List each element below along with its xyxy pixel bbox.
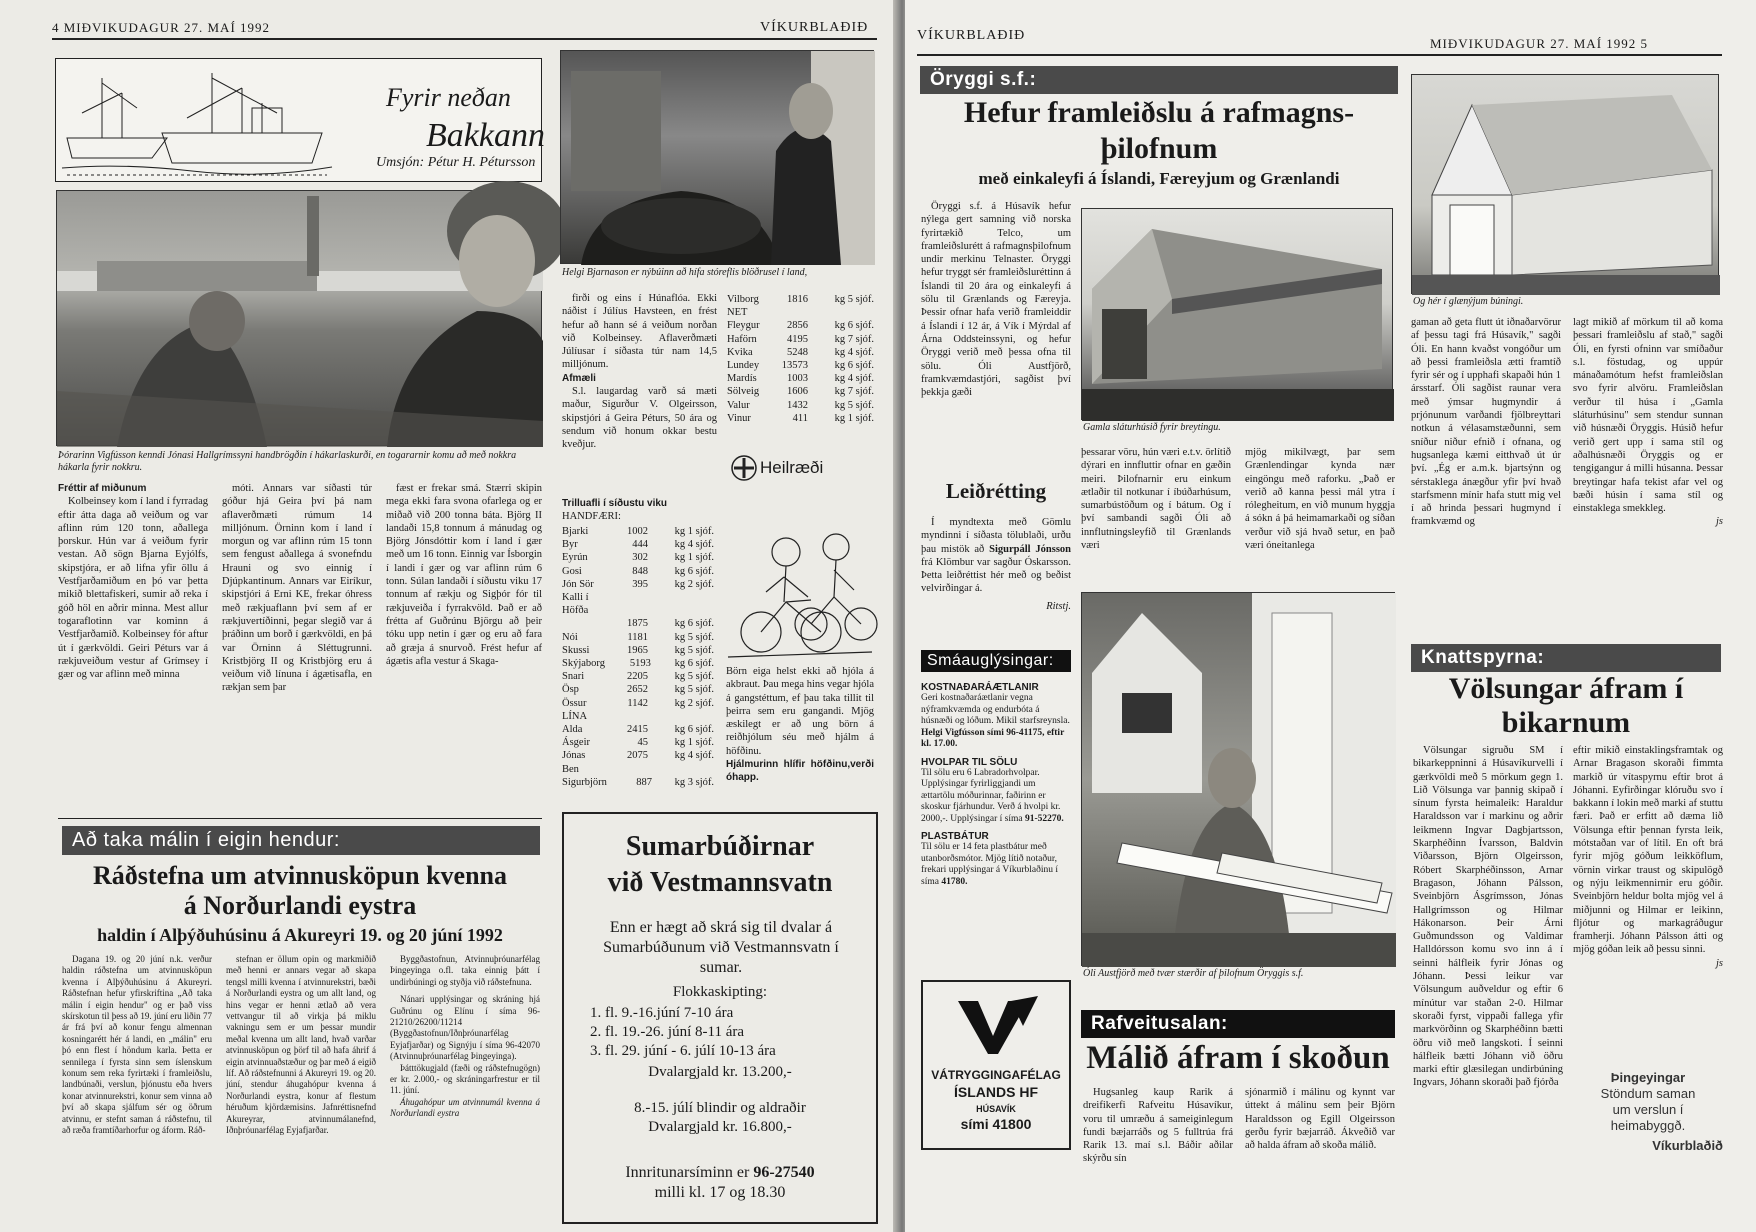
fish-news-col3 — [386, 482, 542, 812]
catch-row — [727, 412, 874, 425]
catch-row — [727, 346, 874, 359]
catch-unit: kg 6 sjóf. — [674, 724, 714, 736]
knattspyrna-headline-1: Völsungar áfram í — [1448, 672, 1684, 705]
conference-col3 — [390, 954, 540, 1224]
afmaeli-text: S.l. laugardag varð sá mæti maður, Sigurður V. Olgeirsson, skipstjóri á Geira Péturs, 50 ára og sendum við honum okkar bestu kveðjur. — [562, 386, 717, 451]
fish-news-col2-text: móti. Annars var síðasti túr góður hjá Geira því þá nam aflaverðmæti rúmum 14 milljónum. Örninn kom í land í morgun og var aflinn rúm 15 tonn sem fengust aðallega á svonefndu Hrauni og svo einnig í Djúpkantinum. Annars var Eiríkur, skipstjóri á Erni KE, frekar óhress með rækjuaflann því sem af er rækjuvertíðinni, þegar slegið var á þráðinn um borð í gærkvöldi, en þá var Örninn á Sléttugrunni. Kristbjörg II og Kristbjörg eru á veiðum við línuna í ágætisafla, en rækjan sem þar — [222, 483, 372, 694]
old-slaughterhouse-caption: Gamla sláturhúsið fyrir breytingu. — [1083, 422, 1221, 433]
catch-unit: kg 4 sjóf. — [834, 346, 874, 358]
catch-unit: kg 5 sjóf. — [834, 399, 874, 411]
fish-news-col1 — [58, 482, 208, 812]
catch-kg: 4195 — [787, 333, 808, 345]
column-title-line2: Bakkann — [426, 117, 545, 154]
catch-unit — [648, 591, 714, 617]
summer-intro: Enn er hægt að skrá sig til dvalar á Sumarbúðunum við Vestmannsvatn í sumar. — [603, 919, 839, 976]
summer-title-1: Sumarbúðirnar — [625, 831, 815, 862]
photo-new-building — [1411, 74, 1719, 294]
boat-name: Snari — [562, 671, 585, 683]
catch-unit — [808, 306, 874, 319]
summer-group-number: 2. fl. — [590, 1024, 622, 1040]
net-catch-table — [727, 293, 874, 425]
boat-name: Ásgeir — [562, 737, 590, 749]
catch-unit: kg 7 sjóf. — [834, 386, 874, 398]
catch-row — [562, 683, 714, 696]
catch-row — [562, 578, 714, 591]
catch-unit — [648, 710, 714, 723]
left-running-head-date: 4 MIÐVIKUDAGUR 27. MAÍ 1992 — [52, 20, 271, 35]
catch-kg: 1181 — [627, 631, 648, 643]
catch-unit: kg 1 sjóf. — [674, 552, 714, 564]
conference-col3c: Þátttökugjald (fæði og ráðstefnugögn) er kr. 2.000,- og skráningarfrestur er til 11. júní. — [390, 1062, 540, 1096]
catch-row — [727, 293, 874, 306]
catch-kg: 302 — [632, 552, 648, 564]
classified-ad-text: Geri kostnaðaráætlanir vegna nýframkvæmda og endurbóta á húsnæði og lóðum. Mikil starfsreynsla. Helgi Vigfússon sími 96-41175, eftir kl. 17.00. — [921, 693, 1070, 749]
catch-row — [562, 644, 714, 657]
boat-name: Kvika — [727, 346, 753, 358]
catch-row — [727, 333, 874, 346]
vis-city: HÚSAVÍK — [976, 1104, 1016, 1114]
photo-seal-caption: Helgi Bjarnason er nýbúinn að hífa stóreflis blöðrusel í land, — [562, 267, 808, 278]
catch-row — [727, 306, 874, 319]
boat-name: Eyrún — [562, 552, 588, 564]
catch-kg: 2075 — [627, 750, 648, 762]
heilraedi-text: Börn eiga helst ekki að hjóla á akbraut. Þau mega hins vegar hjóla á gangstéttum, ef þau taka tillit til þeirra sem eru gangandi. Mjög æskilegt er að ung börn á reiðhjólum séu með hjálm á höfðinu. — [726, 666, 874, 757]
classified-ad-contact: 91-52270. — [1024, 813, 1064, 824]
conference-headline-2: á Norðurlandi eystra — [183, 891, 417, 920]
rafveitu-col2 — [1245, 1086, 1395, 1206]
summer-group-number: 1. fl. — [590, 1005, 622, 1021]
catch-row — [562, 551, 714, 564]
boat-name: Sölveig — [727, 386, 760, 398]
summer-phone-line — [564, 1164, 876, 1182]
catch-unit: kg 6 sjóf. — [674, 618, 714, 630]
oryggi-text-2: þessarar vöru, hún væri e.t.v. örlítið dýrari en innfluttir ofnar en gæðin meiri. Þilofnarnir eru einkum ætlaðir til notkunar í íbúðarhúsum, sumarbústöðum og í bátum. Og í því sambandi sagði Óli að innflutningsleyfið til Grænlands væri — [1081, 447, 1231, 552]
boat-name: Össur — [562, 697, 587, 709]
handfaeri-label: HANDFÆRI: — [562, 511, 621, 522]
trilluafli-heading: Trilluafli í síðustu viku — [562, 498, 668, 509]
leidretting-title: Leiðrétting — [945, 479, 1047, 503]
fish-news-heading: Fréttir af miðunum — [58, 483, 147, 494]
rafveitu-text-2: sjónarmið í málinu og kynnt var úttekt á málinu sem þeir Björn Haraldsson og Egill Olgeirsson gerðu fyrir bæjarráð. Ákveðið var að halda áfram að skoða málið. — [1245, 1087, 1395, 1152]
catch-unit: kg 3 sjóf. — [674, 776, 714, 788]
summer-rows — [590, 1004, 776, 1061]
boat-name: Bjarki — [562, 526, 589, 537]
boat-name: Lundey — [727, 360, 760, 372]
conference-col2-text: stefnan er öllum opin og markmiðið með henni er annars vegar að skapa tengsl milli kvenna í atvinnurekstri, bæði á Norðurlandi eystra og um allt land, og hins vegar er henni ætlað að vera vettvangur til að virkja þá miklu vakningu sem er um þessar mundir meðal kvenna um allt land, hvað varðar atvinnusköpun og þörf til að hafa áhrif á eigin atvinnuaðstæður og þar með á eigið líf. Að ráðstefnunni á Akureyri 19. og 20. júní, stendur áhugahópur kvenna á Norðurlandi eystra, konur af flestum héruðum kjördæmisins. Jafnréttisnefnd Akureyrar, atvinnumálanefnd, Iðnþróunarfélag Eyjafjarðar. — [226, 954, 376, 1136]
boat-name: Alda — [562, 724, 583, 736]
heilraedi-bold: Hjálmurinn hlífir höfðinu,verði óhapp. — [726, 759, 874, 784]
photo-shark-cutting-content — [57, 191, 543, 447]
knattspyrna-text-2: eftir mikið einstaklingsframtak og Arnar Bragason skoraði fimmta markið úr vítaspyrnu eftir brot á Jóhanni. Eyfirðingar klóruðu svo í bakkann í lokin með marki af stuttu færi. Það er erfitt að dæma lið Völsunga eftir þennan fyrsta leik, mótstaðan var of lítil. En oft brá fyrir mjög góðum leikköflum, vörnin virkar traust og skipulögð og nýju leikmennirnir eru góðir. Sveinbjörn heldur bolta mjög vel á miðjunni og Hilmar er leikinn, fljótur og markagráðugur framherji. Jóhann Pálsson átti og mjög góðan leik að þessu sinni. — [1573, 745, 1723, 956]
summer-group-row — [590, 1004, 776, 1023]
catch-row — [562, 617, 714, 630]
photo-seal — [560, 50, 874, 264]
boat-name: Haförn — [727, 333, 757, 345]
boat-name: Jón Sör — [562, 578, 594, 590]
classified-ad-text: Til sölu eru 6 Labradorhvolpar. Upplýsingar fyrirliggjandi um ættartölu móðurinnar, faðirinn er skoskur fjárhundur. Verð á hvolpi kr. 2000,-. Upplýsingar í síma 91-52270. — [921, 767, 1064, 824]
catch-kg: 5248 — [787, 346, 808, 358]
catch-kg: 13573 — [781, 360, 808, 372]
classified-ad-title: KOSTNAÐARÁÆTLANIR — [921, 682, 1039, 693]
conference-col3d: Áhugahópur um atvinnumál kvenna á Norðurlandi eystra — [390, 1096, 540, 1119]
classified-ad-contact: 41780. — [941, 876, 968, 887]
heilraedi-text-block — [726, 665, 874, 805]
catch-row — [562, 670, 714, 683]
oryggi-text-4: gaman að geta flutt út iðnaðarvörur af þessu tagi frá Húsavík," sagði Óli. En hann kvaðst vongóður um að þessi framleiðsla ætti framtíð fyrir sér og í upphafi skapaði hún 1 ársstarf. Óli sagðist raunar vera með ýmsar hugmyndir á prjónunum varðandi fjölbreyttari notkun á vélasamstæðunni, sem sníður niður efnið í ofnana, og hugsanlega kæmi eitthvað út úr því. „Ég er a.m.k. bjartsýnn og sérstaklega ánægður yfir því hvað starfsmenn mínir hafa stutt mig vel í að hrinda þessari hugmynd í framkvæmd og — [1411, 317, 1561, 528]
vis-name-1: VÁTRYGGINGAFÉLAG — [931, 1068, 1061, 1082]
catch-unit: kg 6 sjóf. — [834, 360, 874, 372]
thingeyingar-notice — [1573, 1070, 1723, 1200]
handfaeri-catch-table — [562, 525, 714, 789]
catch-unit: kg 4 sjóf. — [674, 539, 714, 551]
summer-fee-2: Dvalargjald kr. 16.800,- — [648, 1119, 792, 1135]
photo-new-building-content — [1412, 75, 1720, 295]
boat-name — [562, 617, 600, 630]
thingeyingar-line: um verslun í — [1612, 1102, 1684, 1117]
leidretting-signature: Ritstj. — [1046, 600, 1071, 612]
catch-unit: kg 2 sjóf. — [674, 697, 714, 709]
vis-logo-icon — [953, 996, 1043, 1056]
column-byline: Umsjón: Pétur H. Pétursson — [376, 155, 536, 170]
catch-unit: kg 4 sjóf. — [834, 373, 874, 385]
catch-unit: kg 7 sjóf. — [834, 333, 874, 345]
summer-phone: 96-27540 — [753, 1164, 815, 1181]
conference-col3b: Nánari upplýsingar og skráning hjá Guðrúnu og Elínu í síma 96-21210/26200/11214 (Byggðastofnun/Iðnþróunarfélag Eyjafjarðar) og Signýju í síma 96-42070 (Atvinnuþróunarfélag Þingeyinga). — [390, 994, 540, 1062]
boat-name: NET — [727, 307, 748, 319]
catch-unit: kg 5 sjóf. — [834, 294, 874, 305]
vis-phone: sími 41800 — [960, 1116, 1032, 1132]
catch-kg: 1816 — [787, 294, 808, 305]
boat-name: Skýjaborg — [562, 658, 605, 670]
photo-old-slaughterhouse-content — [1082, 209, 1394, 421]
catch-unit: kg 5 sjóf. — [674, 684, 714, 696]
summer-hours: milli kl. 17 og 18.30 — [654, 1184, 786, 1201]
catch-kg: 1965 — [627, 644, 648, 656]
classified-ad — [921, 682, 1071, 751]
summer-split-label: Flokkaskipting: — [672, 984, 768, 1000]
catch-kg: 1003 — [787, 373, 808, 385]
catch-row — [727, 359, 874, 372]
children-bicycle-illustration — [726, 452, 874, 664]
summer-group-dates: 9.-16.júní 7-10 ára — [621, 1005, 734, 1021]
classifieds-list — [921, 676, 1071, 888]
conference-subheadline: haldin í Alþýðuhúsinu á Akureyri 19. og 20 júní 1992 — [97, 925, 503, 945]
catch-row — [562, 657, 714, 670]
catch-row — [727, 385, 874, 398]
oryggi-col4 — [1411, 316, 1561, 636]
leidretting-text: Í myndtexta með Gömlu myndinni í síðasta tölublaði, urðu þau mistök að — [921, 517, 1071, 555]
catch-kg: 1875 — [627, 618, 648, 630]
summer-title-2: við Vestmannsvatn — [607, 867, 833, 898]
thingeyingar-line: Stöndum saman — [1600, 1086, 1696, 1101]
knattspyrna-text-1: Völsungar sigruðu SM í bikarkeppninni á Húsavíkurvelli í gærkvöldi með 5 mörkum gegn 1. Lið Völsunga var þannig skipað í sínum fyrsta heimaleik: Haraldur Haraldsson var í markinu og aðrir leikmenn Ingvar Dagbjartsson, Skarphéðinn Ívarsson, Baldvin Viðarsson, Björn Olgeirsson, Róbert Skarphéðinsson, Arnar Bragason, Jóhann Pálsson, Sveinbjörn Ásgrímsson, Jónas Hallgrímsson og Hilmar Hákonarson. Þeir Árni Guðmundsson og Valdimar Halldórsson komu svo inn á í seinni hálfleik fyrir Jónas og Jóhann. Þessi leikur var Völsungum auðveldur og eftir 6 mínútur var staðan 2-0. Hilmar skoraði fyrst, vippaði fallega yfir markvörðinn og Skarphéðinn bætti öðru við með langskoti. Í seinni hálfleik bætti Jóhann við öðru marki eftir glæsilegan undirbúning Ingvars, Jóhann skoraði það fjórða — [1413, 745, 1563, 1089]
heilraedi-label: Heilræði — [760, 458, 824, 477]
left-running-head-paper: VÍKURBLAÐIÐ — [760, 20, 869, 35]
catch-kg — [600, 710, 648, 723]
catch-unit: kg 1 sjóf. — [674, 737, 714, 749]
afmaeli-heading: Afmæli — [562, 372, 596, 384]
thingeyingar-line: heimabyggð. — [1610, 1118, 1686, 1133]
oryggi-text-3: mjög mikilvægt, þar sem Grænlendingar kynda nær eingöngu með raforku. „Það er verið að kanna þessi mál ytra í rólegheitum, en við munum hyggja á sókn á þá heimamarkaði og síðan verður við sjá hvað setur, en það væri óneitanlega — [1245, 447, 1395, 552]
knattspyrna-col2 — [1573, 744, 1723, 1044]
catch-unit: kg 1 sjóf. — [674, 526, 714, 537]
photo-shark-cutting — [56, 190, 542, 446]
catch-kg: 45 — [637, 737, 648, 749]
oryggi-headline-1: Hefur framleiðslu á rafmagns- — [963, 96, 1355, 129]
catch-kg — [760, 306, 808, 319]
right-running-head-date: MIÐVIKUDAGUR 27. MAÍ 1992 5 — [1430, 36, 1649, 51]
rafveitu-headline: Málið áfram í skoðun — [1086, 1040, 1390, 1076]
boat-name: LÍNA — [562, 710, 588, 722]
fish-news-col2 — [222, 482, 372, 812]
catch-unit: kg 5 sjóf. — [674, 671, 714, 683]
catch-kg: 887 — [636, 776, 652, 788]
boat-name: Vilborg — [727, 294, 759, 305]
conference-col3a: Byggðastofnun, Atvinnuþróunarfélag Þingeyinga o.fl. taka einnig þátt í undirbúningi og styðja við ráðstefnuna. — [390, 954, 540, 987]
knattspyrna-banner: Knattspyrna: — [1411, 644, 1721, 672]
photo-shark-caption: Þórarinn Vigfússon kenndi Jónasi Hallgrímssyni handbrögðin í hákarlaskurði, en togararnir komu að með nokkra hákarla fyrir nokkru. — [58, 450, 517, 473]
catch-kg: 2415 — [627, 724, 648, 736]
catch-kg: 411 — [792, 412, 808, 424]
catch-kg — [600, 591, 648, 617]
column-header-box — [55, 58, 545, 182]
boat-name: Ösp — [562, 684, 579, 696]
heilraedi-box — [726, 452, 874, 664]
catch-row — [562, 697, 714, 710]
boat-name: Gosi — [562, 565, 582, 577]
catch-kg: 1142 — [627, 697, 648, 709]
catch-kg: 5193 — [629, 658, 651, 670]
conference-col2 — [226, 954, 376, 1224]
catch-unit: kg 5 sjóf. — [674, 644, 714, 656]
conference-col1-text: Dagana 19. og 20 júní n.k. verður haldin ráðstefna um atvinnusköpun kvenna í Alþýðuhúsinu á Akureyri. Ráðstefnan hefur yfirskriftina „Að taka málin í eigin hendur" og er það viss skírskotun til þess að 19. júní eru liðin 77 ár frá því að konur fengu almennan kosningarétt hér á landi, en „málin" eru þó enn flest í höndum karla. Þetta er sennilega í fyrsta sinn sem íslenskum konum sem reka fyrirtæki í framleiðslu, landbúnaði, verslun, þjónustu eða hvers konar atvinnurekstri, konur sem vinna að því að skapa sjálfum sér og öðrum atvinnu, er stefnt saman á ráðstefnu, til að ræða framtíðarhorfur og áform. Ráð- — [62, 954, 212, 1136]
rafveitu-text-1: Hugsanleg kaup Rarik á dreifikerfi Rafveitu Húsavíkur, voru til umræðu á sameiginlegum fundi bæjarráðs og 5 fulltrúa frá Rarik 13. maí s.l. Báðir aðilar skýrðu sín — [1083, 1087, 1233, 1165]
thingeyingar-signature: Víkurblaðið — [1652, 1138, 1723, 1153]
summer-camp-ad — [562, 812, 878, 1224]
classified-ad-contact: Helgi Vigfússon sími 96-41175, eftir kl. 17.00. — [921, 727, 1065, 749]
oryggi-signature: js — [1715, 516, 1723, 528]
conference-col1 — [62, 954, 212, 1224]
leidretting-text-2: frá Klömbur var sagður Óskarsson. Þetta leiðréttist hér með og beðist velvirðingar á. — [921, 556, 1071, 595]
catch-unit: kg 6 sjóf. — [834, 320, 874, 332]
fish-news-col1-text: Kolbeinsey kom í land í fyrradag eftir átta daga að veiðum og var aflinn rúm 120 tonn, aðallega þorskur. Hún var á veiðum fyrir vestan. Að sögn Bjarna Eyjólfs, skipstjóra, er að lifna yfir öllu á Vestfjarðamiðum en þó var þetta mikið blettafiskeri, sumir að reka í góð höl en aðrir minna. Mest allur togaraflotinn var kominn á Vestfjarðamið. Kolbeinsey fór aftur út í gærkvöldi. Geiri Péturs var á rækjuveiðum vestur af Grímsey í gær og var aflinn með minna — [58, 496, 208, 681]
leidretting-block — [921, 516, 1071, 656]
catch-row — [562, 631, 714, 644]
catch-kg: 395 — [632, 578, 648, 590]
classified-ad-text: Til sölu er 14 feta plastbátur með utanborðsmótor. Mjög lítið notaður, frekari upplýsingar á Víkurblaðinu í síma 41780. — [921, 842, 1059, 887]
oryggi-subheadline: með einkaleyfi á Íslandi, Færeyjum og Grænlandi — [978, 169, 1340, 188]
fish-news-col4-text: firði og eins í Húnaflóa. Ekki náðist í Júlíus Havsteen, en frést hefur að hann sé á veiðum norðan við Kolbeinsey. Aflaverðmæti Júlíusar í síðasta túr nam 14,5 milljónum. — [562, 293, 717, 371]
catch-row — [562, 565, 714, 578]
knattspyrna-col1 — [1413, 744, 1563, 1224]
right-page — [905, 0, 1756, 1232]
conference-banner: Að taka málin í eigin hendur: — [62, 826, 540, 855]
catch-row — [562, 591, 714, 617]
summer-group-number: 3. fl. — [590, 1043, 622, 1059]
boat-name: Vinur — [727, 412, 751, 424]
rafveitu-col1 — [1083, 1086, 1233, 1206]
rafveitu-banner: Rafveitusalan: — [1081, 1010, 1395, 1038]
catch-kg: 444 — [632, 539, 648, 551]
catch-unit: kg 1 sjóf. — [834, 412, 874, 424]
classified-ad — [921, 757, 1071, 826]
catch-unit: kg 6 sjóf. — [674, 658, 714, 670]
boat-name: Sigurbjörn — [562, 776, 607, 788]
catch-kg: 1002 — [627, 526, 648, 537]
catch-row — [562, 749, 714, 775]
summer-group-dates: 29. júní - 6. júlí 10-13 ára — [621, 1043, 776, 1059]
conference-top-rule — [58, 818, 542, 819]
oryggi-text-1: Öryggi s.f. á Húsavík hefur nýlega gert samning við norska fyrirtækið Telco, um framleiðslurétt á rafmagnsþilofnum undir merkinu Telnaster. Öryggi hefur tryggt sér framleiðsluréttinn á Íslandi til 20 ára og einkaleyfi á sölu til Grænlands og Færeyja. Þessir ofnar hafa verið framleiddir á Íslandi í 12 ár, á Vík í Mýrdal af Árna Oddsteinssyni, og hefur Öryggi verið með þessa ofna til sölu. Óli Austfjörð, framkvæmdastjóri, sagðist því þekkja gæði — [921, 201, 1071, 399]
boat-name: Kalli í Höfða — [562, 592, 589, 617]
oryggi-col1 — [921, 200, 1071, 450]
catch-unit: kg 6 sjóf. — [674, 565, 714, 577]
oryggi-col2 — [1081, 446, 1231, 552]
catch-kg: 1606 — [787, 386, 808, 398]
summer-phone-label: Innritunarsíminn er — [625, 1164, 750, 1181]
catch-row — [562, 538, 714, 551]
summer-group-row — [590, 1023, 776, 1042]
catch-row — [727, 399, 874, 412]
boat-name: Skussi — [562, 644, 590, 656]
catch-unit: kg 5 sjóf. — [674, 631, 714, 643]
knattspyrna-signature: js — [1715, 957, 1723, 969]
summer-group-dates: 19.-26. júní 8-11 ára — [621, 1024, 745, 1040]
photo-old-slaughterhouse — [1081, 208, 1393, 420]
conference-headline-1: Ráðstefna um atvinnusköpun kvenna — [93, 861, 507, 890]
knattspyrna-headline-2: bikarnum — [1501, 706, 1631, 739]
catch-unit: kg 4 sjóf. — [674, 750, 714, 762]
classified-ad — [921, 831, 1071, 888]
catch-row — [562, 710, 714, 723]
vis-insurance-ad — [921, 980, 1071, 1150]
classified-ad-title: PLASTBÁTUR — [921, 831, 989, 842]
oryggi-col5 — [1573, 316, 1723, 636]
right-top-rule — [917, 54, 1722, 56]
harbor-sketch-illustration — [62, 63, 332, 179]
catch-unit: kg 2 sjóf. — [674, 578, 714, 590]
catch-kg: 2856 — [787, 320, 808, 332]
classifieds-banner: Smáauglýsingar: — [921, 650, 1071, 672]
catch-kg: 2652 — [627, 684, 648, 696]
boat-name: Fleygur — [727, 320, 760, 332]
catch-kg: 2205 — [627, 671, 648, 683]
new-building-caption: Og hér í glænýjum búningi. — [1413, 296, 1524, 307]
fish-news-col3-text: fæst er frekar smá. Stærri skipin mega ekki fara svona ofarlega og er miðað við 200 tonna báta. Björg II landaði 15,8 tonnum á mánudag og Björg Jónsdóttir kom í land í gær með um 16 tonn. Einnig var Ísborgin í landi í gær og var aflinn rúm 6 tonn. Súlan landaði í síðustu viku 17 tonnum af rækju og Sigþór fór til rækjuveiða í fyrrakvöld. Það er að frétta af Guðrúnu Björgu að þeir tóku upp netin í gær og eru að fara að græja á snurvoð. Frést hefur af ágætis afla vestur á Skaga- — [386, 483, 542, 667]
boat-name: Byr — [562, 539, 578, 551]
photo-man-with-heaters — [1081, 592, 1395, 966]
catch-row — [562, 525, 714, 538]
boat-name: Mardís — [727, 373, 757, 385]
summer-group-row — [590, 1042, 776, 1061]
oryggi-banner: Öryggi s.f.: — [920, 66, 1398, 94]
thingeyingar-line: Þingeyingar — [1610, 1070, 1686, 1085]
oryggi-headline-2: þilofnum — [1100, 132, 1218, 165]
catch-kg: 848 — [632, 565, 648, 577]
boat-name: Jónas Ben — [562, 750, 586, 775]
photo-man-with-heaters-content — [1082, 593, 1396, 967]
column-title-line1: Fyrir neðan — [386, 83, 511, 112]
catch-row — [727, 319, 874, 332]
catch-row — [727, 372, 874, 385]
summer-fee-1: Dvalargjald kr. 13.200,- — [648, 1064, 792, 1080]
vis-name-2: ÍSLANDS HF — [954, 1084, 1038, 1100]
boat-name: Valur — [727, 399, 750, 411]
oryggi-col3 — [1245, 446, 1395, 552]
fish-news-col4 — [562, 292, 717, 451]
catch-kg: 1432 — [787, 399, 808, 411]
photo-seal-content — [561, 51, 875, 265]
right-running-head-paper: VÍKURBLAÐIÐ — [917, 28, 1026, 43]
summer-row-4: 8.-15. júlí blindir og aldraðir — [634, 1100, 806, 1116]
catch-row — [562, 723, 714, 736]
catch-row — [562, 736, 714, 749]
catch-row — [562, 776, 714, 789]
oryggi-text-5: lagt mikið af mörkum til að koma þessari framleiðslu af stað," sagði Óli, en fyrsti ofninn var smíðaður s.l. föstudag, og uppúr mánaðamótum hefst framleiðslan svo fyrir alvöru. Framleiðslan verður til húsa í „Gamla sláturhúsinu" sem stendur sunnan við húsnæði Öryggis. Húsið hefur verið gert upp í sama stíl og aðalhúsnæði Öryggis og er tengigangur á milli húsanna. Þessar breytingar hafa tekist afar vel og bæði húsin í sama stíl og einstaklega smekkleg. — [1573, 317, 1723, 515]
classified-ad-title: HVOLPAR TIL SÖLU — [921, 756, 1018, 768]
man-with-heaters-caption: Óli Austfjörð með tvær stærðir af þilofnum Öryggis s.f. — [1083, 968, 1304, 979]
boat-name: Nói — [562, 631, 578, 643]
left-top-rule — [52, 38, 877, 40]
leidretting-bold-name: Sigurpáll Jónsson — [989, 543, 1071, 555]
thingeyingar-lines — [1573, 1070, 1723, 1134]
